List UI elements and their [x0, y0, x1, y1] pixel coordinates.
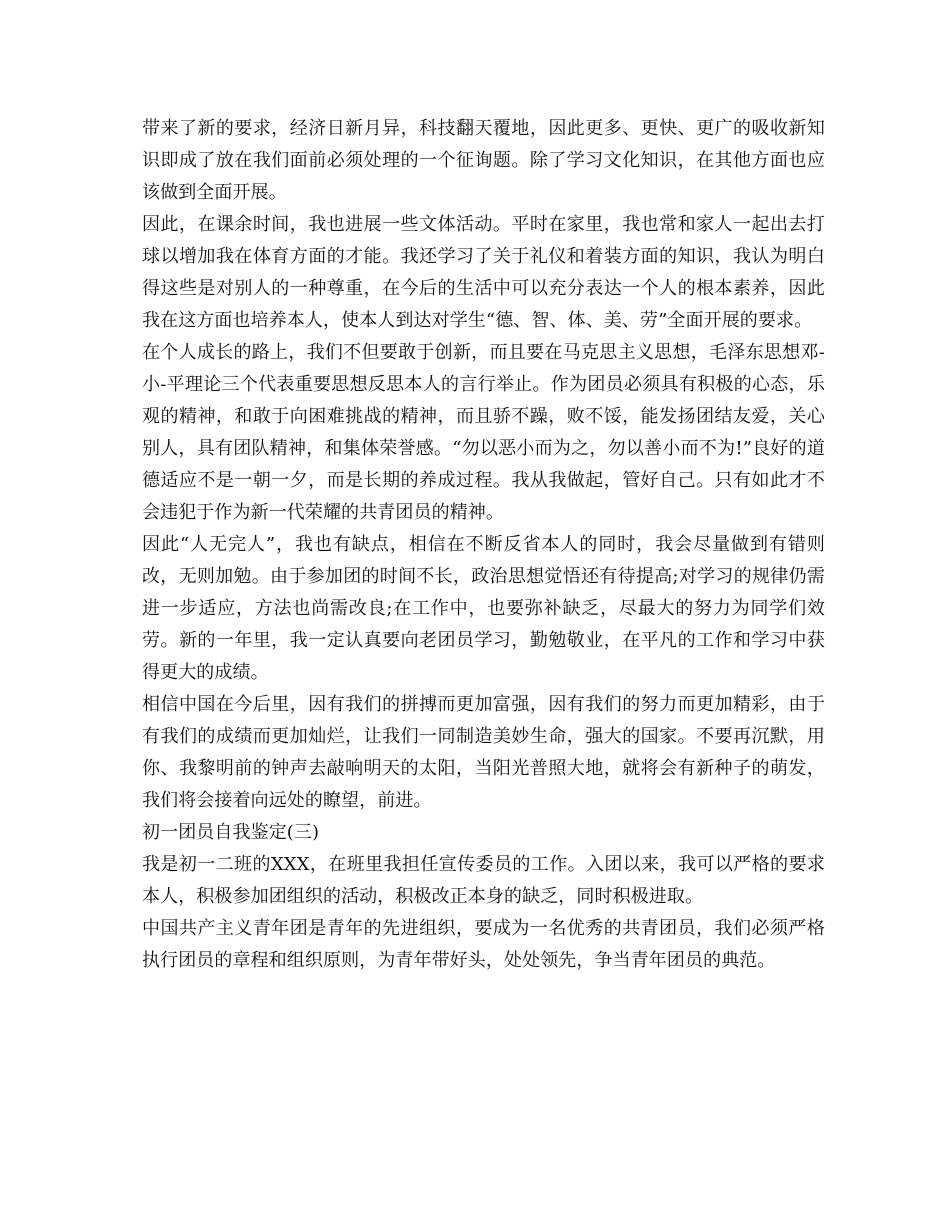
paragraph: 中国共产主义青年团是青年的先进组织，要成为一名优秀的共青团员，我们必须严格执行团员的章程和组织原则，为青年带好头，处处领先，争当青年团员的典范。 — [142, 918, 825, 971]
paragraph: 因此“人无完人”，我也有缺点，相信在不断反省本人的同时，我会尽量做到有错则改，无则加勉。由于参加团的时间不长，政治思想觉悟还有待提高;对学习的规律仍需进一步适应，方法也尚需改良;在工作中，也要弥补缺乏，尽最大的努力为同学们效劳。新的一年里，我一定认真要向老团员学习，勤勉敬业，在平凡的工作和学习中获得更大的成绩。 — [142, 534, 825, 683]
document-body — [142, 113, 825, 977]
paragraph: 因此，在课余时间，我也进展一些文体活动。平时在家里，我也常和家人一起出去打球以增加我在体育方面的才能。我还学习了关于礼仪和着装方面的知识，我认为明白得这些是对别人的一种尊重，在今后的生活中可以充分表达一个人的根本素养，因此我在这方面也培养本人，使本人到达对学生“德、智、体、美、劳”全面开展的要求。 — [142, 214, 825, 331]
paragraph: 我是初一二班的XXX，在班里我担任宣传委员的工作。入团以来，我可以严格的要求本人，积极参加团组织的活动，积极改正本身的缺乏，同时积极进取。 — [142, 854, 825, 907]
paragraph: 在个人成长的路上，我们不但要敢于创新，而且要在马克思主义思想，毛泽东思想邓-小-平理论三个代表重要思想反思本人的言行举止。作为团员必须具有积极的心态，乐观的精神，和敢于向困难挑战的精神，而且骄不躁，败不馁，能发扬团结友爱，关心别人，具有团队精神，和集体荣誉感。“勿以恶小而为之，勿以善小而不为!”良好的道德适应不是一朝一夕，而是长期的养成过程。我从我做起，管好自己。只有如此才不会违犯于作为新一代荣耀的共青团员的精神。 — [142, 342, 825, 523]
paragraph: 带来了新的要求，经济日新月异，科技翻天覆地，因此更多、更快、更广的吸收新知识即成了放在我们面前必须处理的一个征询题。除了学习文化知识，在其他方面也应该做到全面开展。 — [142, 118, 825, 203]
paragraph: 相信中国在今后里，因有我们的拼搏而更加富强，因有我们的努力而更加精彩，由于有我们的成绩而更加灿烂，让我们一同制造美妙生命，强大的国家。不要再沉默，用你、我黎明前的钟声去敲响明天的太阳，当阳光普照大地，就将会有新种子的萌发，我们将会接着向远处的瞭望，前进。 — [142, 694, 825, 811]
section-heading: 初一团员自我鉴定(三) — [142, 822, 320, 843]
